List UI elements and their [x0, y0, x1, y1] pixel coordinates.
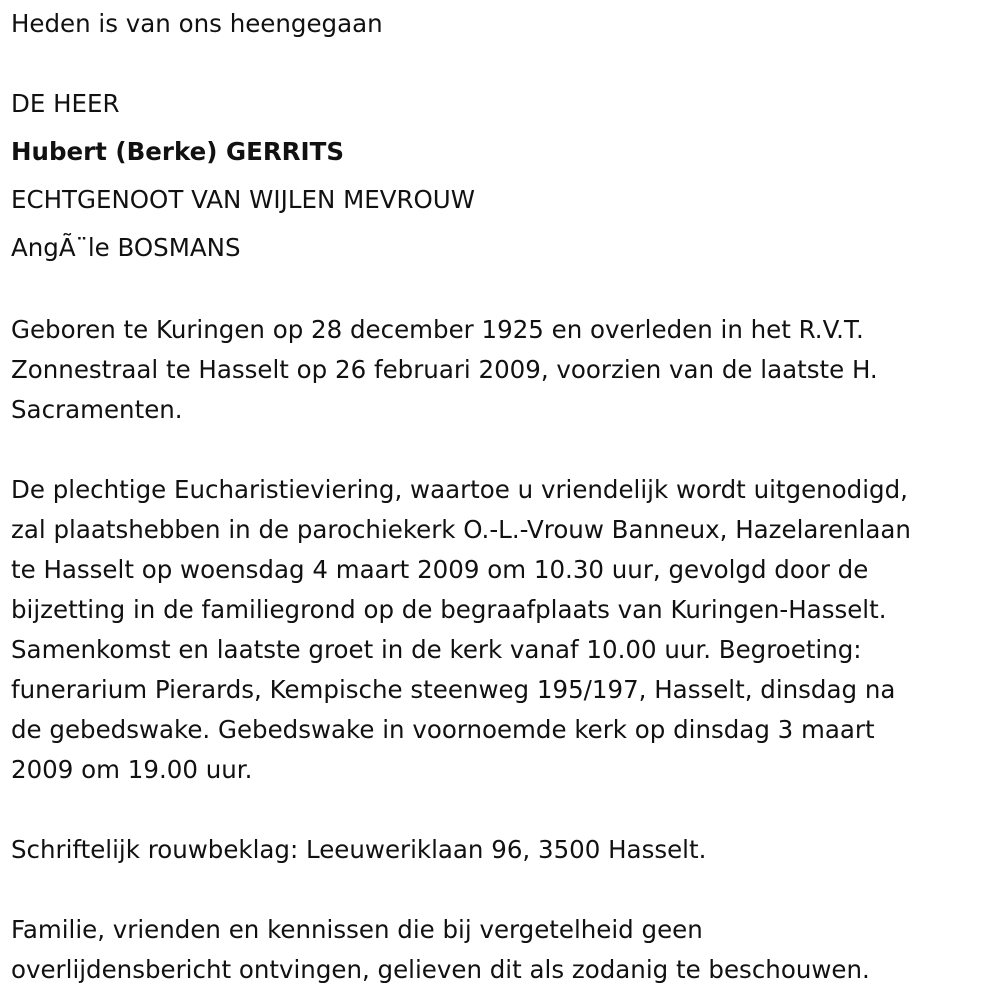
paragraph-line: 2009 om 19.00 uur. [11, 755, 253, 784]
paragraph-line: zal plaatshebben in de parochiekerk O.-L.-Vrouw Banneux, Hazelarenlaan [11, 515, 911, 544]
paragraph-line: overlijdensbericht ontvingen, gelieven dit als zodanig te beschouwen. [11, 955, 870, 984]
spacer [11, 790, 996, 830]
relation-text: ECHTGENOOT VAN WIJLEN MEVROUW [11, 185, 475, 214]
paragraph-line: Samenkomst en laatste groet in de kerk vanaf 10.00 uur. Begroeting: [11, 635, 862, 664]
paragraph-line: de gebedswake. Gebedswake in voornoemde kerk op dinsdag 3 maart [11, 715, 875, 744]
spacer [11, 272, 996, 310]
paragraph-line: Zonnestraal te Hasselt op 26 februari 2009, voorzien van de laatste H. [11, 355, 878, 384]
paragraph-line: Geboren te Kuringen op 28 december 1925 en overleden in het R.V.T. [11, 315, 864, 344]
honorific-title: DE HEER [11, 89, 120, 118]
birth-death-paragraph [11, 310, 996, 430]
obituary-notice [11, 0, 996, 990]
closing-paragraph [11, 910, 996, 990]
spacer [11, 430, 996, 470]
paragraph-line: te Hasselt op woensdag 4 maart 2009 om 10.30 uur, gevolgd door de [11, 555, 869, 584]
paragraph-line: Sacramenten. [11, 395, 183, 424]
spouse-name: AngÃ¨le BOSMANS [11, 233, 241, 262]
spacer [11, 870, 996, 910]
paragraph-line: bijzetting in de familiegrond op de begraafplaats van Kuringen-Hasselt. [11, 595, 887, 624]
intro-text: Heden is van ons heengegaan [11, 9, 383, 38]
paragraph-line: De plechtige Eucharistieviering, waartoe u vriendelijk wordt uitgenodigd, [11, 475, 908, 504]
deceased-name: Hubert (Berke) GERRITS [11, 137, 345, 166]
condolences-paragraph [11, 830, 996, 870]
paragraph-line: Schriftelijk rouwbeklag: Leeuweriklaan 96, 3500 Hasselt. [11, 835, 707, 864]
ceremony-paragraph [11, 470, 996, 790]
paragraph-line: Familie, vrienden en kennissen die bij vergetelheid geen [11, 915, 703, 944]
paragraph-line: funerarium Pierards, Kempische steenweg 195/197, Hasselt, dinsdag na [11, 675, 896, 704]
spacer [11, 48, 996, 80]
